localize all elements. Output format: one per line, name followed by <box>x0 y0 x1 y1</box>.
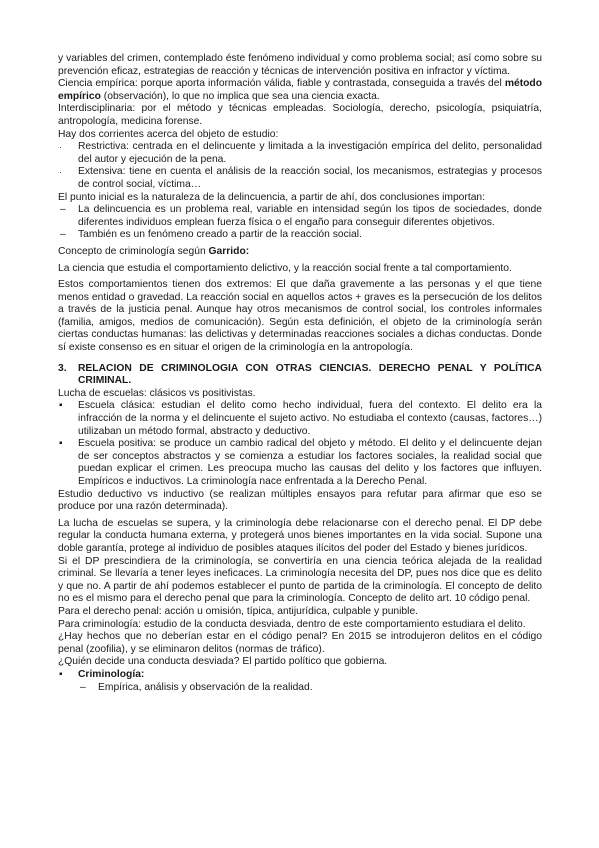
list-escuelas <box>58 400 542 488</box>
paragraph-comportamientos: Estos comportamientos tienen dos extremos: El que daña gravemente a las personas y el que tiene menos entidad o gravedad. La reacción social en aquellos actos + graves es la persecución de los delitos a través de la justicia penal. Aunque hay otros mecanismos de control social, los controles informales (familia, amigos, medios de comunicación). Según esta definición, el objeto de la criminología serán ciertas conductas humanas: las delictivas y determinadas reacciones sociales a dichas conductas. Donde sí existe consenso es en situar el origen de la criminología en la antropología. <box>58 279 542 354</box>
square-bullet: ▪ <box>59 668 63 680</box>
paragraph-dp-prescindiera: Si el DP prescindiera de la criminología, se convertiría en una ciencia teórica alejada de la realidad criminal. Se llevaría a tener leyes ineficaces. La criminología necesita del DP, pues nos dice que es delito y que no. A partir de ahí podemos establecer el punto de partida de la criminología. El concepto de delito no es el mismo para el derecho penal que para la criminología. Concepto de delito art. 10 código penal. <box>58 555 542 605</box>
list-item <box>58 438 542 488</box>
list-item <box>58 166 542 191</box>
paragraph-quien-decide: ¿Quién decide una conducta desviada? El partido político que gobierna. <box>58 656 388 668</box>
paragraph-criminologia-estudio: Para criminología: estudio de la conducta desviada, dentro de este comportamiento estudiara el delito. <box>58 618 526 630</box>
text-concepto: Concepto de criminología según <box>58 245 209 257</box>
square-bullet: ▪ <box>59 438 63 450</box>
dash-marker: – <box>60 229 66 241</box>
list-item <box>58 141 542 166</box>
list-item-text: Empírica, análisis y observación de la realidad. <box>98 681 313 693</box>
paragraph-lucha-escuelas: Lucha de escuelas: clásicos vs positivistas. <box>58 387 256 399</box>
text-ciencia-empirica: Ciencia empírica: porque aporta información válida, fiable y contrastada, conseguida a través del <box>58 78 505 90</box>
list-item-text: Extensiva: tiene en cuenta el análisis de la reacción social, los mecanismos, estrategias y procesos de control social, víctima… <box>78 166 542 190</box>
list-item-text: Escuela clásica: estudian el delito como hecho individual, fuera del contexto. El delito era la infracción de la norma y el delincuente el sujeto activo. No estudiaba el contexto (causas, factores…) utilizaban un método formal, abstracto y deductivo. <box>78 400 542 437</box>
paragraph-deductivo-inductivo: Estudio deductivo vs inductivo (se realizan múltiples ensayos para refutar para afirmar que eso se produce por una razón determinada). <box>58 488 542 513</box>
section-number: 3. <box>58 362 67 374</box>
list-item <box>58 669 542 682</box>
bold-garrido: Garrido: <box>208 245 250 257</box>
list-item <box>58 204 542 229</box>
paragraph-interdisciplinaria: Interdisciplinaria: por el método y técnicas empleadas. Sociología, derecho, psicología, psiquiatría, antropología, medicina forense. <box>58 103 542 127</box>
paragraph-intro: y variables del crimen, contemplado éste fenómeno individual y como problema social; así como sobre su prevención eficaz, estrategias de reacción y técnicas de intervención positiva en infractor y víctima. <box>58 53 542 77</box>
paragraph-lucha-superada: La lucha de escuelas se supera, y la criminología debe relacionarse con el derecho penal. El DP debe regular la conducta humana externa, y protegerá unos bienes importantes en la vida social. Supone una doble garantía, protege al individuo de posibles ataques ilícitos del poder del Estado y bienes jurídicos. <box>58 517 542 554</box>
list-item <box>58 229 542 242</box>
bold-metodo-empirico: método empírico <box>58 78 542 102</box>
text-observacion: (observación), lo que no implica que sea una ciencia exacta. <box>100 90 380 102</box>
section-title: RELACION DE CRIMINOLOGIA CON OTRAS CIENCIAS. DERECHO PENAL Y POLÍTICA CRIMINAL. <box>78 362 542 387</box>
list-item-text: Restrictiva: centrada en el delincuente y limitada a la investigación empírica del delito, personalidad del autor y ejecución de la pena. <box>78 141 542 165</box>
list-item-text: La delincuencia es un problema real, variable en intensidad según los tipos de sociedades, donde diferentes individuos emplean fuerza física o el engaño para conseguir diferentes objetivos. <box>78 204 542 228</box>
list-item <box>58 400 542 438</box>
bullet-marker: · <box>59 167 62 178</box>
paragraph-concepto-garrido <box>58 246 542 259</box>
paragraph-ciencia-empirica <box>58 78 542 103</box>
document-page <box>58 53 542 694</box>
list-criminologia <box>58 669 542 682</box>
list-corrientes <box>58 141 542 191</box>
square-bullet: ▪ <box>59 400 63 412</box>
paragraph-dos-corrientes: Hay dos corrientes acerca del objeto de estudio: <box>58 128 279 140</box>
list-item-text: También es un fenómeno creado a partir de la reacción social. <box>78 229 362 241</box>
criminologia-label: Criminología: <box>78 668 145 680</box>
paragraph-hechos-codigo: ¿Hay hechos que no deberían estar en el código penal? En 2015 se introdujeron delitos en el código penal (zoofilia), y se eliminaron delitos (normas de tráfico). <box>58 631 542 655</box>
dash-marker: – <box>60 204 66 216</box>
list-item <box>78 682 542 695</box>
dash-marker: – <box>80 681 86 693</box>
list-conclusiones <box>58 204 542 242</box>
paragraph-punto-inicial: El punto inicial es la naturaleza de la delincuencia, a partir de ahí, dos conclusiones importan: <box>58 191 486 203</box>
list-item-text: Escuela positiva: se produce un cambio radical del objeto y método. El delito y el delincuente dejan de ser conceptos abstractos y se comienza a estudiar los factores sociales, la realidad social que puedan explicar el crimen. Les preocupa mucho las causas del delito y los factores que influyen. Empíricos e inductivos. La criminología nace enfrentada a la Derecho Penal. <box>78 438 542 487</box>
section-heading-3 <box>58 363 542 388</box>
paragraph-definicion: La ciencia que estudia el comportamiento delictivo, y la reacción social frente a tal comportamiento. <box>58 262 512 274</box>
paragraph-derecho-penal: Para el derecho penal: acción u omisión, típica, antijurídica, culpable y punible. <box>58 605 419 617</box>
list-criminologia-items <box>58 682 542 695</box>
bullet-marker: · <box>59 142 62 153</box>
